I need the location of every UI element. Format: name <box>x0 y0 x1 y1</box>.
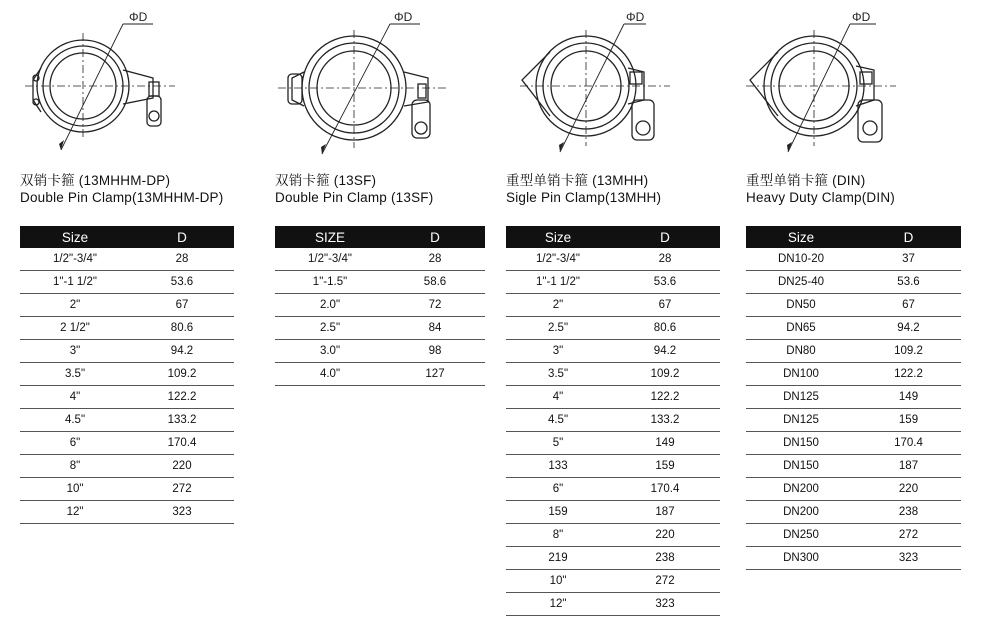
d-cell: 323 <box>856 547 961 570</box>
size-cell: 12" <box>506 593 610 616</box>
table-row <box>506 455 720 478</box>
table-row <box>746 524 961 547</box>
d-cell: 127 <box>385 363 485 386</box>
column-header-size: Size <box>20 226 130 248</box>
size-table <box>746 226 961 570</box>
size-cell: 3" <box>20 340 130 363</box>
size-cell: 10" <box>506 570 610 593</box>
table-row <box>746 363 961 386</box>
product-title-en: Double Pin Clamp (13SF) <box>275 190 434 205</box>
size-cell: 1/2"-3/4" <box>275 248 385 271</box>
d-cell: 170.4 <box>130 432 234 455</box>
d-cell: 109.2 <box>856 340 961 363</box>
size-cell: 1"-1.5" <box>275 271 385 294</box>
size-cell: 6" <box>506 478 610 501</box>
d-cell: 94.2 <box>856 317 961 340</box>
size-cell: DN200 <box>746 478 856 501</box>
size-table <box>275 226 485 386</box>
d-cell: 94.2 <box>610 340 720 363</box>
size-cell: 1/2"-3/4" <box>506 248 610 271</box>
table-row <box>506 248 720 271</box>
d-cell: 323 <box>130 501 234 524</box>
size-cell: 10" <box>20 478 130 501</box>
d-cell: 149 <box>610 432 720 455</box>
size-cell: 6" <box>20 432 130 455</box>
size-cell: 2 1/2" <box>20 317 130 340</box>
d-cell: 272 <box>610 570 720 593</box>
d-cell: 28 <box>130 248 234 271</box>
table-body <box>746 248 961 570</box>
size-cell: 159 <box>506 501 610 524</box>
diameter-label: ΦD <box>394 10 413 24</box>
size-cell: 4" <box>506 386 610 409</box>
table-row <box>746 248 961 271</box>
size-cell: 2" <box>20 294 130 317</box>
size-cell: 5" <box>506 432 610 455</box>
d-cell: 187 <box>856 455 961 478</box>
table-row <box>275 271 485 294</box>
size-cell: 8" <box>506 524 610 547</box>
table-row <box>20 271 234 294</box>
d-cell: 272 <box>130 478 234 501</box>
product-title-en: Heavy Duty Clamp(DIN) <box>746 190 895 205</box>
size-cell: DN125 <box>746 409 856 432</box>
table-row <box>275 294 485 317</box>
product-title-en: Double Pin Clamp(13MHHM-DP) <box>20 190 224 205</box>
size-cell: 4.5" <box>20 409 130 432</box>
product-title-cn: 双销卡箍 (13SF) <box>275 173 377 188</box>
table-row <box>20 363 234 386</box>
size-cell: 4.5" <box>506 409 610 432</box>
column-header-d: D <box>385 226 485 248</box>
table-row <box>506 547 720 570</box>
column-header-d: D <box>130 226 234 248</box>
column-header-size: SIZE <box>275 226 385 248</box>
table-row <box>20 432 234 455</box>
d-cell: 220 <box>130 455 234 478</box>
size-cell: DN125 <box>746 386 856 409</box>
d-cell: 238 <box>610 547 720 570</box>
table-row <box>20 455 234 478</box>
table-row <box>506 478 720 501</box>
table-row <box>506 386 720 409</box>
d-cell: 28 <box>610 248 720 271</box>
product-title-cn: 双销卡箍 (13MHHM-DP) <box>20 173 171 188</box>
table-row <box>20 294 234 317</box>
table-row <box>506 271 720 294</box>
table-row <box>20 501 234 524</box>
column-header-size: Size <box>746 226 856 248</box>
size-cell: 3.5" <box>506 363 610 386</box>
d-cell: 72 <box>385 294 485 317</box>
diameter-label: ΦD <box>852 10 871 24</box>
clamp-drawing-13mhhm-dp <box>25 8 185 158</box>
size-cell: 4" <box>20 386 130 409</box>
table-row <box>746 317 961 340</box>
clamp-drawing-13sf <box>278 8 448 158</box>
diameter-label: ΦD <box>626 10 645 24</box>
size-cell: 3" <box>506 340 610 363</box>
table-row <box>506 340 720 363</box>
table-row <box>506 570 720 593</box>
d-cell: 187 <box>610 501 720 524</box>
size-cell: 2.5" <box>275 317 385 340</box>
table-row <box>746 294 961 317</box>
d-cell: 122.2 <box>130 386 234 409</box>
d-cell: 58.6 <box>385 271 485 294</box>
table-row <box>20 340 234 363</box>
d-cell: 323 <box>610 593 720 616</box>
table-row <box>506 409 720 432</box>
table-row <box>20 409 234 432</box>
clamp-drawing-din <box>746 8 916 158</box>
d-cell: 272 <box>856 524 961 547</box>
table-row <box>746 547 961 570</box>
d-cell: 238 <box>856 501 961 524</box>
d-cell: 220 <box>856 478 961 501</box>
size-cell: 133 <box>506 455 610 478</box>
d-cell: 122.2 <box>856 363 961 386</box>
size-cell: 1"-1 1/2" <box>506 271 610 294</box>
size-cell: 219 <box>506 547 610 570</box>
size-cell: DN25-40 <box>746 271 856 294</box>
size-cell: DN250 <box>746 524 856 547</box>
d-cell: 149 <box>856 386 961 409</box>
table-row <box>746 501 961 524</box>
d-cell: 220 <box>610 524 720 547</box>
size-cell: DN65 <box>746 317 856 340</box>
table-row <box>20 317 234 340</box>
d-cell: 80.6 <box>130 317 234 340</box>
d-cell: 67 <box>856 294 961 317</box>
size-cell: 2" <box>506 294 610 317</box>
table-row <box>746 409 961 432</box>
table-body <box>275 248 485 386</box>
table-row <box>275 340 485 363</box>
size-cell: DN150 <box>746 432 856 455</box>
column-header-d: D <box>610 226 720 248</box>
d-cell: 159 <box>856 409 961 432</box>
size-cell: 12" <box>20 501 130 524</box>
size-table <box>506 226 720 616</box>
table-row <box>746 432 961 455</box>
clamp-drawing-13mhh <box>520 8 680 158</box>
size-cell: DN150 <box>746 455 856 478</box>
table-row <box>20 478 234 501</box>
table-row <box>275 248 485 271</box>
d-cell: 122.2 <box>610 386 720 409</box>
table-row <box>20 386 234 409</box>
column-header-size: Size <box>506 226 610 248</box>
table-row <box>746 455 961 478</box>
table-row <box>746 271 961 294</box>
size-cell: DN100 <box>746 363 856 386</box>
table-row <box>506 524 720 547</box>
diameter-label: ΦD <box>129 10 148 24</box>
size-cell: 2.0" <box>275 294 385 317</box>
d-cell: 133.2 <box>610 409 720 432</box>
size-cell: 1"-1 1/2" <box>20 271 130 294</box>
d-cell: 53.6 <box>856 271 961 294</box>
d-cell: 80.6 <box>610 317 720 340</box>
table-row <box>506 432 720 455</box>
size-cell: DN300 <box>746 547 856 570</box>
table-row <box>746 340 961 363</box>
size-cell: DN80 <box>746 340 856 363</box>
size-cell: DN200 <box>746 501 856 524</box>
size-cell: 3.5" <box>20 363 130 386</box>
d-cell: 67 <box>610 294 720 317</box>
size-cell: 4.0" <box>275 363 385 386</box>
table-row <box>20 248 234 271</box>
d-cell: 37 <box>856 248 961 271</box>
d-cell: 159 <box>610 455 720 478</box>
product-title-en: Sigle Pin Clamp(13MHH) <box>506 190 662 205</box>
d-cell: 170.4 <box>856 432 961 455</box>
table-row <box>746 386 961 409</box>
table-row <box>506 317 720 340</box>
table-body <box>506 248 720 616</box>
d-cell: 98 <box>385 340 485 363</box>
d-cell: 53.6 <box>130 271 234 294</box>
d-cell: 53.6 <box>610 271 720 294</box>
d-cell: 94.2 <box>130 340 234 363</box>
d-cell: 133.2 <box>130 409 234 432</box>
table-row <box>506 294 720 317</box>
product-title-cn: 重型单销卡箍 (13MHH) <box>506 173 649 188</box>
table-row <box>506 363 720 386</box>
table-row <box>746 478 961 501</box>
table-row <box>506 501 720 524</box>
product-title-cn: 重型单销卡箍 (DIN) <box>746 173 866 188</box>
size-cell: 1/2"-3/4" <box>20 248 130 271</box>
size-cell: DN10-20 <box>746 248 856 271</box>
table-row <box>275 317 485 340</box>
table-row <box>506 593 720 616</box>
size-cell: 2.5" <box>506 317 610 340</box>
size-cell: 3.0" <box>275 340 385 363</box>
size-table <box>20 226 234 524</box>
table-row <box>275 363 485 386</box>
d-cell: 84 <box>385 317 485 340</box>
column-header-d: D <box>856 226 961 248</box>
d-cell: 170.4 <box>610 478 720 501</box>
d-cell: 28 <box>385 248 485 271</box>
d-cell: 67 <box>130 294 234 317</box>
size-cell: 8" <box>20 455 130 478</box>
d-cell: 109.2 <box>610 363 720 386</box>
d-cell: 109.2 <box>130 363 234 386</box>
table-body <box>20 248 234 524</box>
size-cell: DN50 <box>746 294 856 317</box>
